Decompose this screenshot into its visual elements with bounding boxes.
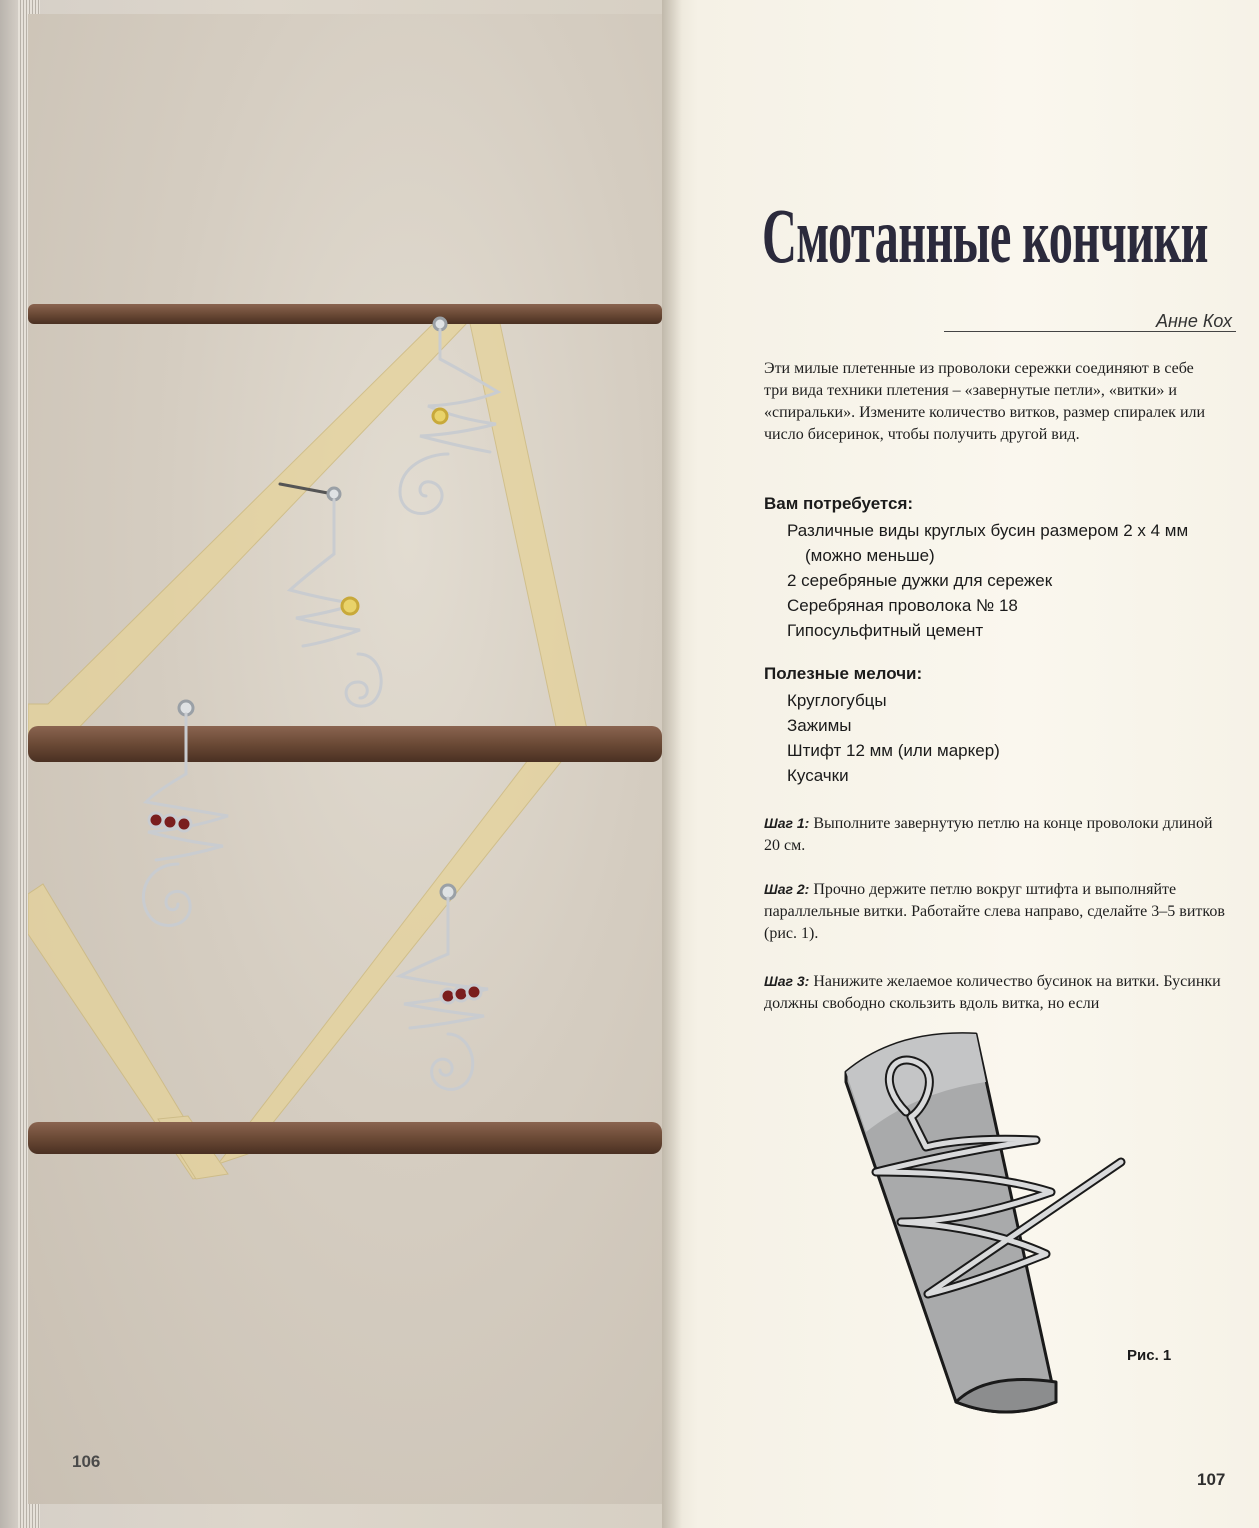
list-item: Гипосульфитный цемент <box>787 621 984 640</box>
list-item: Штифт 12 мм (или маркер) <box>787 741 1000 760</box>
gutter-shadow <box>662 0 682 1528</box>
list-item <box>787 543 1188 568</box>
photo-illustration <box>28 14 662 1504</box>
page-number-left: 106 <box>72 1452 101 1471</box>
list-item: Серебряная проволока № 18 <box>787 596 1018 615</box>
rod-middle <box>28 726 662 762</box>
step-text: Нанижите желаемое количество бусинок на витки. Бусинки должны свободно скользить вдоль витка, но если <box>764 973 1221 1012</box>
list-item: Различные виды круглых бусин размером 2 х 4 мм <box>787 521 1189 540</box>
step-text: Выполните завернутую петлю на конце проволоки длиной 20 см. <box>764 815 1213 854</box>
figure-caption: Рис. 1 <box>1127 1347 1172 1364</box>
earrings-photo <box>28 14 662 1504</box>
step-label: Шаг 2: <box>764 881 810 897</box>
rod-bottom <box>28 1122 662 1154</box>
author-rule <box>944 331 1236 332</box>
article-title: Смотанные кончики <box>762 192 1208 279</box>
step-label: Шаг 1: <box>764 815 810 831</box>
step-2 <box>764 878 1226 945</box>
earring-2 <box>280 484 381 706</box>
list-item: Кусачки <box>787 766 849 785</box>
list-item-continuation: (можно меньше) <box>805 546 935 565</box>
step-1 <box>764 812 1226 857</box>
materials-list <box>787 518 1188 643</box>
step-label: Шаг 3: <box>764 973 810 989</box>
page-number-right: 107 <box>1197 1470 1226 1489</box>
step-3 <box>764 970 1226 1015</box>
rod-top <box>28 304 662 324</box>
materials-heading: Вам потребуется: <box>764 494 914 513</box>
list-item: Круглогубцы <box>787 691 887 710</box>
tools-list <box>787 688 1000 788</box>
step-text: Прочно держите петлю вокруг штифта и выполняйте параллельные витки. Работайте слева направо, сделайте 3–5 витков (рис. 1). <box>764 881 1225 942</box>
figure-1-dowel-illustration <box>836 1022 1126 1422</box>
author-name: Анне Кох <box>1156 311 1233 331</box>
tools-heading: Полезные мелочи: <box>764 664 923 683</box>
intro-paragraph: Эти милые плетенные из проволоки сережки соединяют в себе три вида техники плетения – «завернутые петли», «витки» и «спиральки». Измените количество витков, размер спиралек или число бисеринок, чтобы получить другой вид. <box>764 360 1206 443</box>
list-item: Зажимы <box>787 716 852 735</box>
list-item: 2 серебряные дужки для сережек <box>787 571 1053 590</box>
